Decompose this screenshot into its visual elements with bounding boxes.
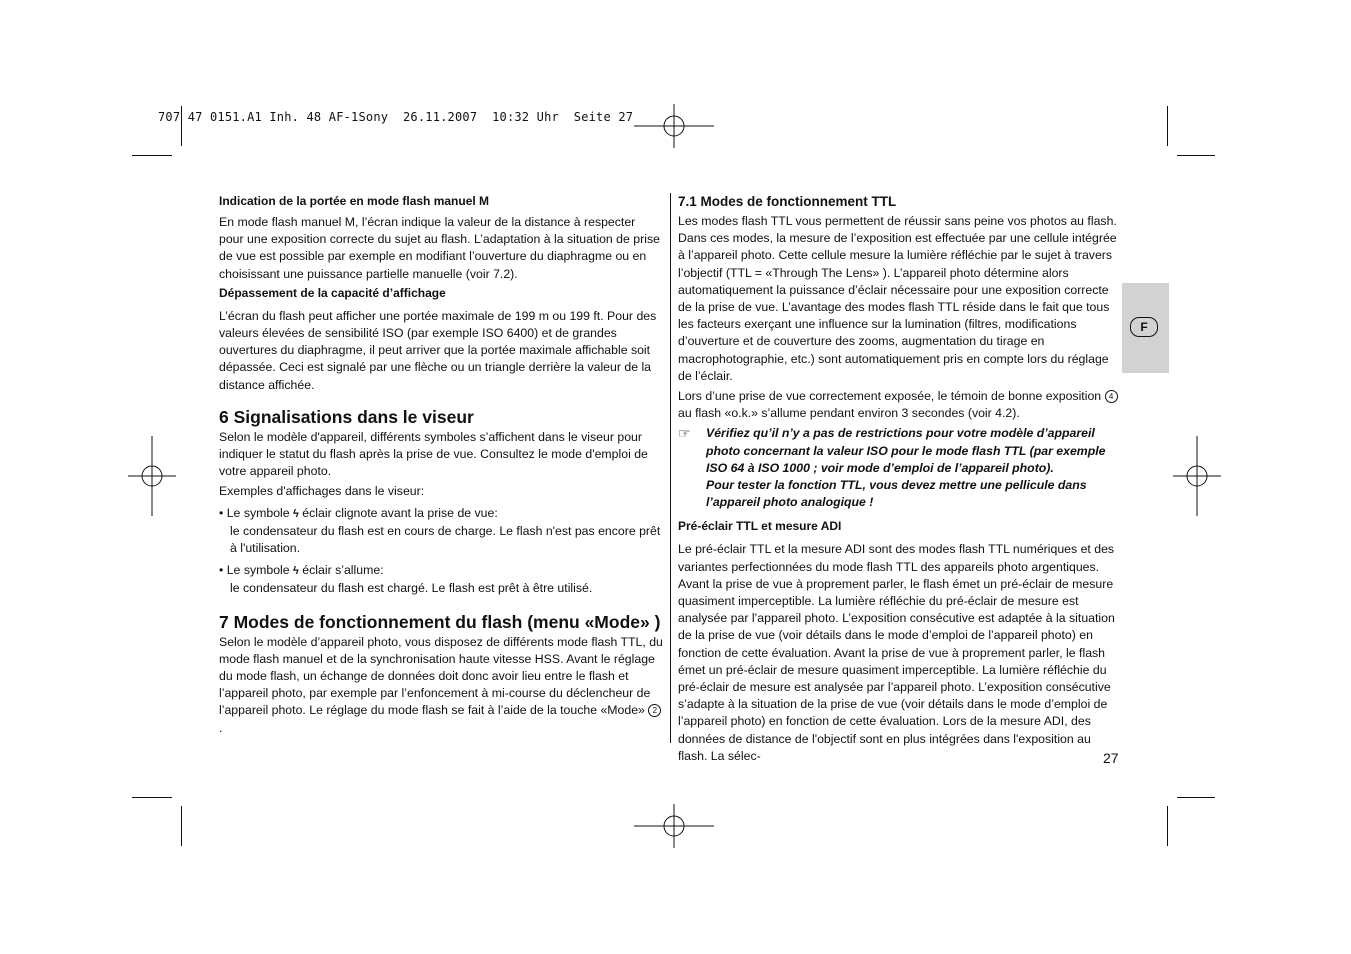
bullet1-prefix: • Le symbole (219, 505, 290, 520)
section71-title: 7.1 Modes de fonctionnement TTL (678, 194, 897, 209)
registration-mark-icon (1173, 436, 1221, 516)
column-divider (670, 193, 671, 743)
crop-mark (1177, 797, 1215, 798)
crop-mark (1167, 106, 1168, 146)
exposure-paragraph (678, 388, 1122, 422)
flash-bolt-icon: ϟ (293, 565, 299, 578)
crop-mark (132, 155, 172, 156)
ok-indicator-number-icon: 4 (1105, 390, 1118, 403)
overflow-paragraph: L’écran du flash peut afficher une portée maximale de 199 m ou 199 ft. Pour des valeurs élevées de sensibilité ISO (par exemple ISO 6400) et de grandes ouvertures du diaphragme, il peut arriver que la portée maximale affichable soit dépassée. Ceci est signalé par une flèche ou un triangle derrière la valeur de la distance affichée. (219, 308, 657, 392)
section7-text: Selon le modèle d’appareil photo, vous disposez de différents mode flash TTL, du mode flash manuel et de la synchronisation haute vitesse HSS. Avant le réglage du mode flash, un échange de données doit donc avoir lieu entre le flash et l’appareil photo, par exemple par l’enfoncement à mi-course du déclencheur de l’appareil photo. Le réglage du mode flash se fait à l’aide de la touche «Mode» (219, 634, 663, 718)
page-number: 27 (1103, 750, 1119, 766)
pointing-hand-icon: ☞ (678, 425, 691, 442)
bullet-blinking-flash (219, 505, 663, 523)
bullet1-detail: le condensateur du flash est en cours de charge. Le flash n'est pas encore prêt à l'utilisation. (230, 523, 661, 556)
left-column (219, 193, 663, 737)
note-iso-text: Vérifiez qu’il n’y a pas de restrictions pour votre modèle d’appareil photo concernant la valeur ISO pour le mode flash TTL (par exemple ISO 64 à ISO 1000 ; voir mode d’emploi de l’appareil photo). (706, 426, 1106, 475)
adi-heading: Pré-éclair TTL et mesure ADI (678, 519, 842, 534)
crop-mark (132, 797, 172, 798)
section7-title: 7 Modes de fonctionnement du flash (menu «Mode» ) (219, 611, 661, 632)
crop-mark (1177, 155, 1215, 156)
language-tab-label: F (1130, 317, 1158, 337)
right-column (678, 193, 1122, 765)
section7-paragraph: Selon le modèle d’appareil photo, vous disposez de différents mode flash TTL, du mode flash manuel et de la synchronisation haute vitesse HSS. Avant le réglage du mode flash, un échange de données doit donc avoir lieu entre le flash et l’appareil photo, par exemple par l’enfoncement à mi-course du déclencheur de l’appareil photo. Le réglage du mode flash se fait à l’aide de la touche «Mode» 2. (219, 634, 663, 735)
note-film-text: Pour tester la fonction TTL, vous devez mettre une pellicule dans l’appareil photo analogique ! (706, 478, 1087, 510)
bullet1-suffix: éclair clignote avant la prise de vue: (302, 505, 498, 520)
exposure-text-end: au flash «o.k.» s’allume pendant environ 3 secondes (voir 4.2). (678, 406, 1020, 421)
iso-note (678, 425, 1122, 511)
crop-mark (181, 806, 182, 846)
print-slug-line: 707 47 0151.A1 Inh. 48 AF-1Sony 26.11.2007 10:32 Uhr Seite 27 (158, 110, 634, 124)
section6-paragraph: Selon le modèle d'appareil, différents symboles s’affichent dans le viseur pour indiquer le statut du flash après la prise de vue. Consultez le mode d'emploi de votre appareil photo. (219, 429, 648, 479)
range-heading: Indication de la portée en mode flash manuel M (219, 194, 490, 208)
adi-paragraph: Le pré-éclair TTL et la mesure ADI sont des modes flash TTL numériques et des variantes perfectionnées du mode flash TTL des appareils photo argentiques. Avant la prise de vue à proprement parler, le flash émet un pré-éclair de mesure quasiment imperceptible. La lumière réfléchie du pré-éclair de mesure est analysée par l’appareil photo. L’exposition consécutive est adaptée à la situation de la prise de vue (voir détails dans le mode d’emploi de l’appareil photo) en fonction de cette évaluation. Avant la prise de vue à proprement parler, le flash émet un pré-éclair de mesure quasiment imperceptible. La lumière réfléchie du pré-éclair de mesure est analysée par l’appareil photo. L’exposition consécutive s’adapte à la situation de la prise de vue (voir détails dans le mode d’emploi de l’appareil photo) en fonction de cette évaluation. Lors de la mesure ADI, des données de distance de l'objectif sont en plus intégrées dans l'exposition au flash. La sélec- (678, 542, 1115, 763)
section6-title: 6 Signalisations dans le viseur (219, 406, 474, 427)
bullet-lit-flash (219, 562, 663, 580)
bullet2-suffix: éclair s’allume: (302, 563, 384, 578)
mode-key-number-icon: 2 (648, 704, 661, 717)
bullet2-detail: le condensateur du flash est chargé. Le flash est prêt à être utilisé. (230, 581, 593, 596)
registration-mark-icon (634, 804, 714, 848)
flash-bolt-icon: ϟ (293, 507, 299, 520)
registration-mark-icon (128, 436, 176, 516)
registration-mark-icon (634, 104, 714, 148)
crop-mark (1167, 806, 1168, 846)
section71-paragraph: Les modes flash TTL vous permettent de réussir sans peine vos photos au flash. Dans ces modes, la mesure de l’exposition est effectuée par une cellule intégrée à l’appareil photo. Cette cellule mesure la lumière réfléchie par le sujet à travers l’objectif (TTL = «Through The Lens» ). L’appareil photo détermine alors automatiquement la puissance d’éclair nécessaire pour une exposition correcte de la prise de vue. L’avantage des modes flash TTL réside dans le fait que tous les facteurs exerçant une influence sur la lumination (filtres, modifications d’ouverture et de couverture des zooms, augmentation du tirage en macrophotographie, etc.) sont automatiquement pris en compte lors du réglage de l’éclair. (678, 214, 1117, 383)
exposure-text: Lors d’une prise de vue correctement exposée, le témoin de bonne exposition (678, 389, 1102, 404)
examples-intro: Exemples d'affichages dans le viseur: (219, 484, 425, 499)
bullet2-prefix: • Le symbole (219, 563, 290, 578)
range-paragraph: En mode flash manuel M, l’écran indique la valeur de la distance à respecter pour une exposition correcte du sujet au flash. L’adaptation à la situation de prise de vue est possible par exemple en modifiant l’ouverture du diaphragme ou en choisissant une puissance partielle manuelle (voir 7.2). (219, 215, 660, 281)
overflow-heading: Dépassement de la capacité d’affichage (219, 285, 446, 300)
